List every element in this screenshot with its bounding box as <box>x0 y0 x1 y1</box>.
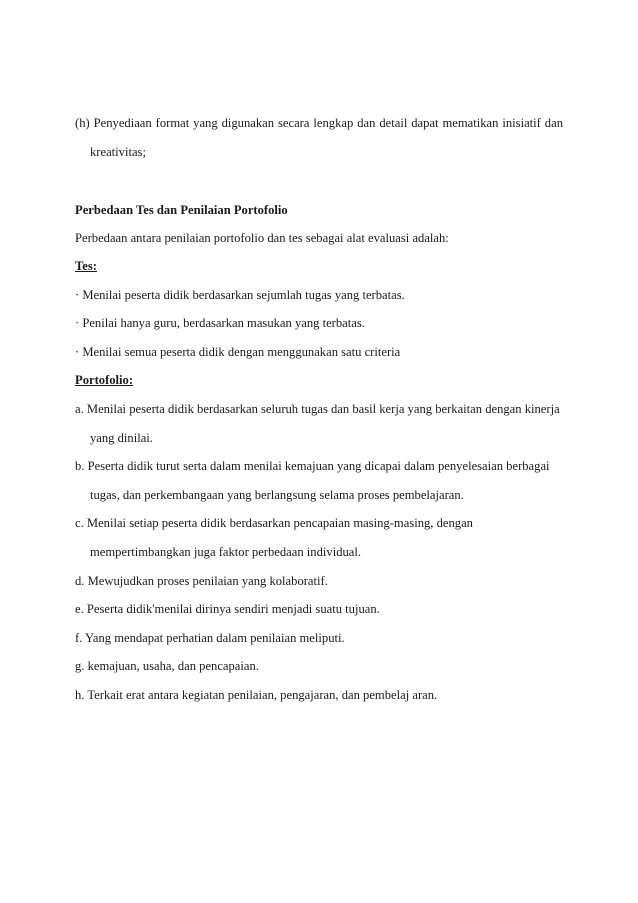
portofolio-item-continuation: mempertimbangkan juga faktor perbedaan individual. <box>90 545 362 559</box>
portofolio-item: e. Peserta didik'menilai dirinya sendiri menjadi suatu tujuan. <box>75 602 380 616</box>
tes-item: · Menilai semua peserta didik dengan menggunakan satu criteria <box>75 345 401 359</box>
portofolio-item-continuation: yang dinilai. <box>90 431 153 445</box>
portofolio-item: b. Peserta didik turut serta dalam menilai kemajuan yang dicapai dalam penyelesaian berbagai <box>75 459 550 473</box>
portofolio-heading: Portofolio: <box>75 373 134 387</box>
portofolio-item: d. Mewujudkan proses penilaian yang kolaboratif. <box>75 574 328 588</box>
portofolio-item: h. Terkait erat antara kegiatan penilaian, pengajaran, dan pembelaj aran. <box>75 688 438 702</box>
tes-item: · Menilai peserta didik berdasarkan sejumlah tugas yang terbatas. <box>75 288 405 302</box>
portofolio-item: c. Menilai setiap peserta didik berdasarkan pencapaian masing-masing, dengan <box>75 516 473 530</box>
intro-paragraph-line-1: (h) Penyediaan format yang digunakan secara lengkap dan detail dapat mematikan inisiatif dan <box>75 116 563 130</box>
portofolio-item-continuation: tugas, dan perkembangaan yang berlangsung selama proses pembelajaran. <box>90 488 464 502</box>
tes-heading: Tes: <box>75 259 97 273</box>
portofolio-item: f. Yang mendapat perhatian dalam penilaian meliputi. <box>75 631 345 645</box>
section-intro-text: Perbedaan antara penilaian portofolio dan tes sebagai alat evaluasi adalah: <box>75 231 449 245</box>
portofolio-item: g. kemajuan, usaha, dan pencapaian. <box>75 659 259 673</box>
tes-item: · Penilai hanya guru, berdasarkan masukan yang terbatas. <box>75 316 365 330</box>
intro-paragraph-line-2: kreativitas; <box>90 145 146 159</box>
section-heading: Perbedaan Tes dan Penilaian Portofolio <box>75 203 288 217</box>
portofolio-item: a. Menilai peserta didik berdasarkan seluruh tugas dan basil kerja yang berkaitan dengan kinerja <box>75 402 560 416</box>
